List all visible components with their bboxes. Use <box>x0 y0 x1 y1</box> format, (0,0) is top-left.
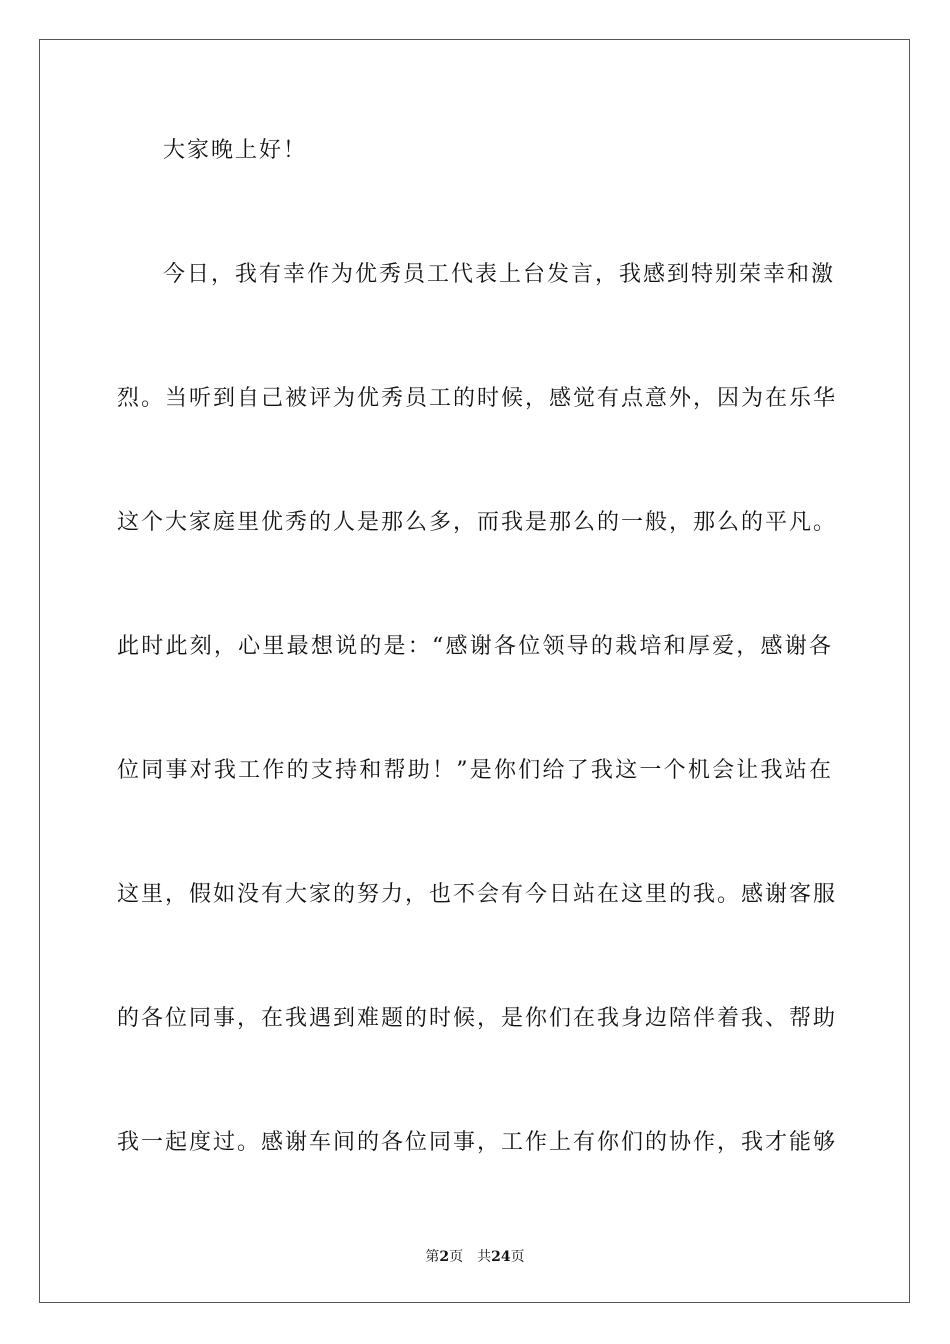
total-pages: 24 <box>491 1249 511 1265</box>
page-suffix: 页 <box>449 1249 464 1265</box>
total-prefix: 共 <box>477 1249 492 1265</box>
body-line-7: 的各位同事，在我遇到难题的时候，是你们在我身边陪伴着我、帮助 <box>117 1006 838 1031</box>
page-border <box>39 39 910 1303</box>
body-line-5: 位同事对我工作的支持和帮助！”是你们给了我这一个机会让我站在 <box>117 758 833 783</box>
body-line-1: 今日，我有幸作为优秀员工代表上台发言，我感到特别荣幸和激 <box>163 262 836 287</box>
page-number: 2 <box>439 1249 450 1265</box>
body-line-6: 这里，假如没有大家的努力，也不会有今日站在这里的我。感谢客服 <box>117 882 838 907</box>
body-line-2: 烈。当听到自己被评为优秀员工的时候，感觉有点意外，因为在乐华 <box>117 386 838 411</box>
greeting-line: 大家晚上好！ <box>163 138 308 163</box>
body-line-4: 此时此刻，心里最想说的是：“感谢各位领导的栽培和厚爱，感谢各 <box>117 634 833 659</box>
page-prefix: 第 <box>425 1249 440 1265</box>
page-footer <box>0 1248 950 1266</box>
body-line-8: 我一起度过。感谢车间的各位同事，工作上有你们的协作，我才能够 <box>117 1130 838 1155</box>
total-suffix: 页 <box>510 1249 525 1265</box>
body-line-3: 这个大家庭里优秀的人是那么多，而我是那么的一般，那么的平凡。 <box>117 510 838 535</box>
